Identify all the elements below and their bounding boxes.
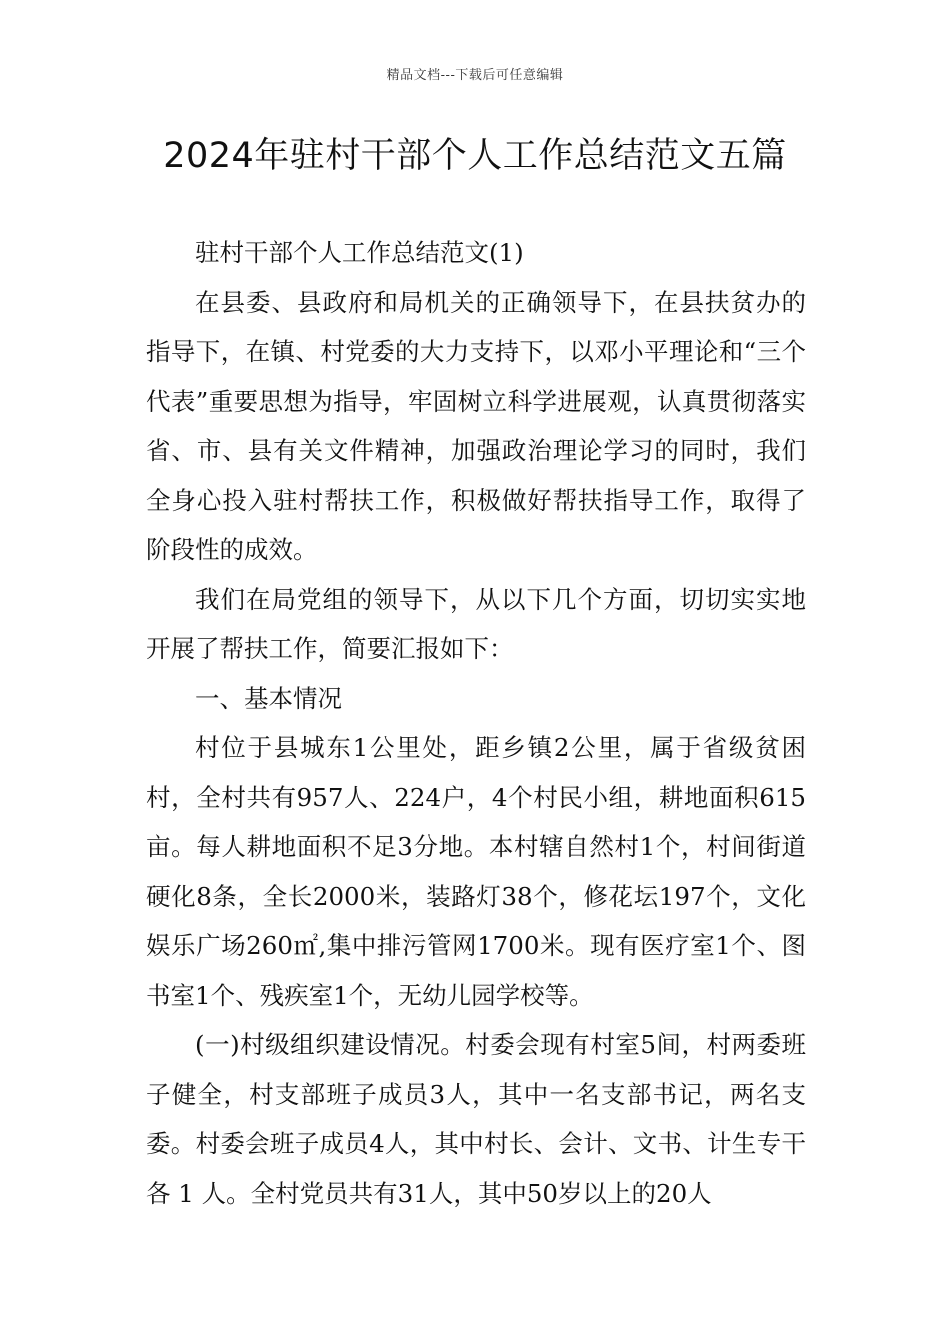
paragraph-intro: 在县委、县政府和局机关的正确领导下，在县扶贫办的指导下，在镇、村党委的大力支持下，以邓小平理论和“三个代表”重要思想为指导，牢固树立科学进展观，认真贯彻落实省、市、县有关文件精神，加强政治理论学习的同时，我们全身心投入驻村帮扶工作，积极做好帮扶指导工作，取得了阶段性的成效。 bbox=[146, 287, 806, 564]
section-heading-basic: 一、基本情况 bbox=[195, 683, 342, 713]
paragraph-village-info: 村位于县城东1公里处，距乡镇2公里，属于省级贫困村，全村共有957人、224户，4个村民小组，耕地面积615亩。每人耕地面积不足3分地。本村辖自然村1个，村间街道硬化8条，全长2000米，装路灯38个，修花坛197个，文化娱乐广场260㎡,集中排污管网1700米。现有医疗室1个、图书室1个、残疾室1个，无幼儿园学校等。 bbox=[146, 733, 806, 1010]
document-body bbox=[146, 228, 806, 1218]
section-heading-1: 驻村干部个人工作总结范文(1) bbox=[195, 238, 524, 267]
paragraph-organization: (一)村级组织建设情况。村委会现有村室5间，村两委班子健全，村支部班子成员3人，其中一名支部书记，两名支委。村委会班子成员4人，其中村长、会计、文书、计生专干各 1 人。全村党员共有31人，其中50岁以上的20人 bbox=[146, 1030, 806, 1208]
header-note: 精品文档---下载后可任意编辑 bbox=[386, 68, 564, 83]
document-title: 2024年驻村干部个人工作总结范文五篇 bbox=[163, 136, 787, 176]
paragraph-report: 我们在局党组的领导下，从以下几个方面，切切实实地开展了帮扶工作，简要汇报如下： bbox=[146, 584, 806, 663]
